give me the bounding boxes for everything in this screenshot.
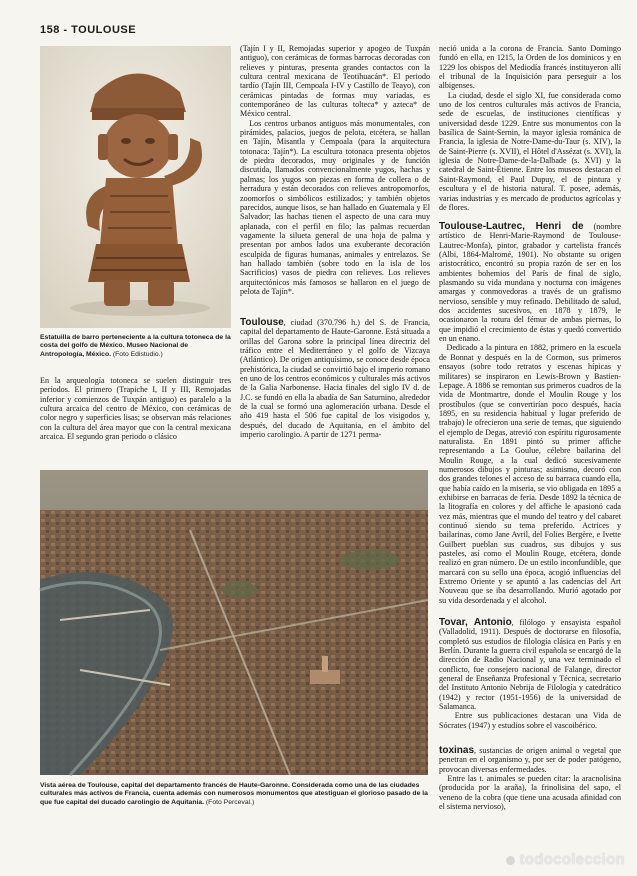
toxinas-text: , sustancias de origen animal o vegetal que penetran en el organismo y, por ser de poder patógeno, provocan diversas enfermedades. Entre las t. animales se pueden citar: la aracnolisina (producida por la araña), la frinolisina del sapo, el veneno de la cobra (que tiene una acusada afinidad con el sistema nervioso),	[439, 746, 621, 812]
statuette-illustration	[40, 46, 231, 328]
tovar-entry	[439, 618, 621, 742]
page-number: 158	[40, 24, 60, 36]
aerial-illustration	[40, 470, 428, 775]
watermark-logo-icon	[506, 856, 515, 865]
toulouse-title: Toulouse	[240, 317, 284, 328]
aerial-caption: Vista aérea de Toulouse, capital del departamento francés de Haute-Garonne. Considerada como una de las ciudades culturales más activos de Francia, cuenta además con numerosos monumentos que atestiguan el glorioso pasado de la que fue capital del ducado carolingio de Aquitania. (Foto Perceval.)	[40, 782, 428, 806]
toulouse-entry	[240, 317, 433, 461]
tovar-title: Tovar, Antonio	[439, 617, 512, 628]
middle-column-text: (Tajín I y II, Remojadas superior y apogeo de Tuxpán antiguo), con cerámicas de formas barrocas decoradas con relieves y pinturas, presenta grandes contactos con la cultura central mexicana de Teotihuacán*. El periodo tardío (Tajín III, Cempoala I-IV y Castillo de Teayo), con cerámicas pintadas de formas muy variadas, es contemporáneo de las culturas tolteca* y azteca* de México central. Los centros urbanos antiguos más monumentales, con pirámides, palacios, juegos de pelota, etcétera, se hallan en Tajín, Misantla y Cempoala (para la arquitectura totonaca: Tajín*). La escultura totonaca presenta objetos de piedra decorados, muy originales y de función discutida, llamados convencionalmente yugos, hachas y palmas; los yugos son piezas en forma de collera o de herradura y están decorados con relieves antropomorfos, zoomorfos o simbólicos estilizados; y también objetos parecidos, aunque lisos, se han hallado en Guatemala y El Salvador; las hachas tienen el aspecto de una cara muy aplanada, con el perfil en filo; las palmas recuerdan vagamente la silueta general de una hoja de palma y presentan por ambos lados una exuberante decoración esculpida de figuras humanas, animales y entrelazos. Se han hallado también (sobre todo en la isla de los Sacrificios) vasos de piedra con relieves. Los relieves arquitectónicos más famosos se hallaron en el juego de pelota de Tajín*.	[240, 44, 431, 296]
statuette-credit: (Foto Edistudio.)	[112, 350, 163, 358]
running-title: TOULOUSE	[71, 24, 137, 36]
page-header: 158 - TOULOUSE	[40, 24, 137, 36]
aerial-credit: (Foto Perceval.)	[205, 798, 255, 806]
statuette-photo	[40, 46, 231, 328]
left-column-text: En la arqueología totoneca se suelen distinguir tres períodos. El primero (Trapiche I, II y III, Remojadas inferior y comienzos de Tuxpán antiguo) es paralelo a la cultura arcaica del centro de México, con cerámicas de color negro y superficies lisas; se observan más relaciones con la cultura del área mayor que con la central mexicana arcaica. El segundo gran periodo o clásico	[40, 376, 234, 442]
toxinas-title: toxinas	[439, 745, 475, 756]
tovar-text: , filólogo y ensayista español (Valladolid, 1911). Después de doctorarse en filosofía, completó sus estudios de filología clásica en París y en Berlín. Durante la guerra civil española se encargó de la dirección de Radio Nacional y, una vez terminado el conflicto, fue consejero nacional de Falange, director general de Enseñanza Profesional y Técnica, secretario del Instituto Antonio Nebrija de Filología y catedrático (1942) y rector (1951-1956) de la universidad de Salamanca. Entre sus publicaciones destacan una Vida de Sócrates (1947) y estudios sobre el vascoibérico.	[439, 618, 621, 730]
right-column-text: neció unida a la corona de Francia. Santo Domingo fundó en ella, en 1215, la Orden de los dominicos y en 1229 los obispos del Mediodía francés instituyeron allí el tribunal de la Inquisición para perseguir a los albigenses. La ciudad, desde el siglo XI, fue considerada como uno de los centros culturales más activos de Francia, sede de escuelas, de instituciones científicas y universidad desde 1229. Entre sus monumentos con la basílica de Saint-Sernin, la mayor iglesia románica de Francia, la iglesia de Notre-Dame-du-Taur (s. XIV), la de Saint-Pierre (s. XVII), el Hôtel d'Assézat (s. XVI), la iglesia de Notre-Dame-de-la-Dalbade (s. XVI) y la catedral de Saint-Étienne. Entre los museos destacan el Saint-Raymond, el Paul Dupuy, el de pintura y escultura y el de historia natural. T. posee, además, varias industrias y es mercado de productos agrícolas y de flores.	[439, 44, 621, 212]
statuette-caption: Estatuilla de barro perteneciente a la cultura totoneca de la costa del golfo de México. Museo Nacional de Antropología, México. (Foto Edistudio.)	[40, 334, 231, 358]
lautrec-entry	[439, 222, 621, 612]
toulouse-text: , ciudad (370.796 h.) del S. de Francia, capital del departamento de Haute-Garonne. Está situada a orillas del Garona sobre la principal línea directriz del tráfico entre el Mediterráneo y el golfo de Vizcaya (Atlántico). De origen antiquísimo, se conoce desde época prehistórica, la ciudad se convirtió bajo el imperio romano en uno de los centros económicos y culturales más activos de la Galia Narbonense. Hacia finales del siglo IV d. de J.C. se fundó en ella la abadía de San Saturnino, alrededor de la cual se formó una aglomeración urbana. Desde el año 419 hasta el 506 fue capital de los visigodos y, después, del ducado de Aquitania, en el ámbito del imperio carolingio. A partir de 1271 perma-	[240, 318, 433, 440]
watermark: todocoleccion	[506, 851, 625, 868]
toxinas-entry	[439, 746, 621, 834]
lautrec-title: Toulouse-Lautrec, Henri de	[439, 221, 584, 232]
lautrec-text: (nombre artístico de Henri-Marie-Raymond de Toulouse-Lautrec-Monfa), pintor, grabador y cartelista francés (Albi, 1864-Malromé, 1901). No obstante su origen aristocrático, encontró su propia razón de ser en los ambientes bohemios del París de final de siglo, plasmando su vida mundana y nocturna con imágenes amargas y conmovedoras a través de un grafismo nervioso, sensible y muy refinado. Debilitado de salud, dos accidentes sucesivos, en 1878 y 1879, le ocasionaron la rotura del fémur de ambas piernas, lo que impidió el crecimiento de éstas y quedó convertido en un enano. Dedicado a la pintura en 1882, primero en la escuela de Bonnat y después en la de Cormon, sus primeros ensayos (sobre todo retratos y escenas hípicas y militares) se inspiraron en Lewis-Brown y Bastien-Lepage. A 1886 se remontan sus primeros cuadros de la vida de Montmartre, donde el Moulin Rouge y los prostíbulos (que se convertirían poco después, hacia 1895, en su residencia habitual y lugar preferido de trabajo) le ofrecieron una serie de temas, que siguiendo el ejemplo de Degas, atrevió con espíritu rigurosamente naturalista. En 1891 pintó su primer affiche representando a La Goulue, célebre bailarina del Moulin Rouge, a la cual dedicó sucesivamente numerosos dibujos y pinturas; asimismo, decoró con dos grandes telones el acceso de su barraca cuando ella, que había caído en la miseria, se vio obligada en 1895 a exhibirse en barracas de feria. Desde 1892 la técnica de la litografía en colores y del affiche le apasionó cada vez más, mientras que el mundo del teatro y del cabaret continuó siendo su tema preferido. Actrices y bailarinas, como Jane Avril, del Folies Bergère, e Ivette Guilbert pueblan sus cuadros, sus dibujos y sus pasteles, así como el Moulin Rouge, etcétera, donde realizó en gran número. De un estilo inconfundible, que marcará con su sello una época, acogió influencias del Extremo Oriente y se apuntó a las cadencias del Art Nouveau que se iba desarrollando. Murió agotado por su vida desordenada y el alcohol.	[439, 222, 621, 605]
aerial-photo	[40, 470, 428, 775]
